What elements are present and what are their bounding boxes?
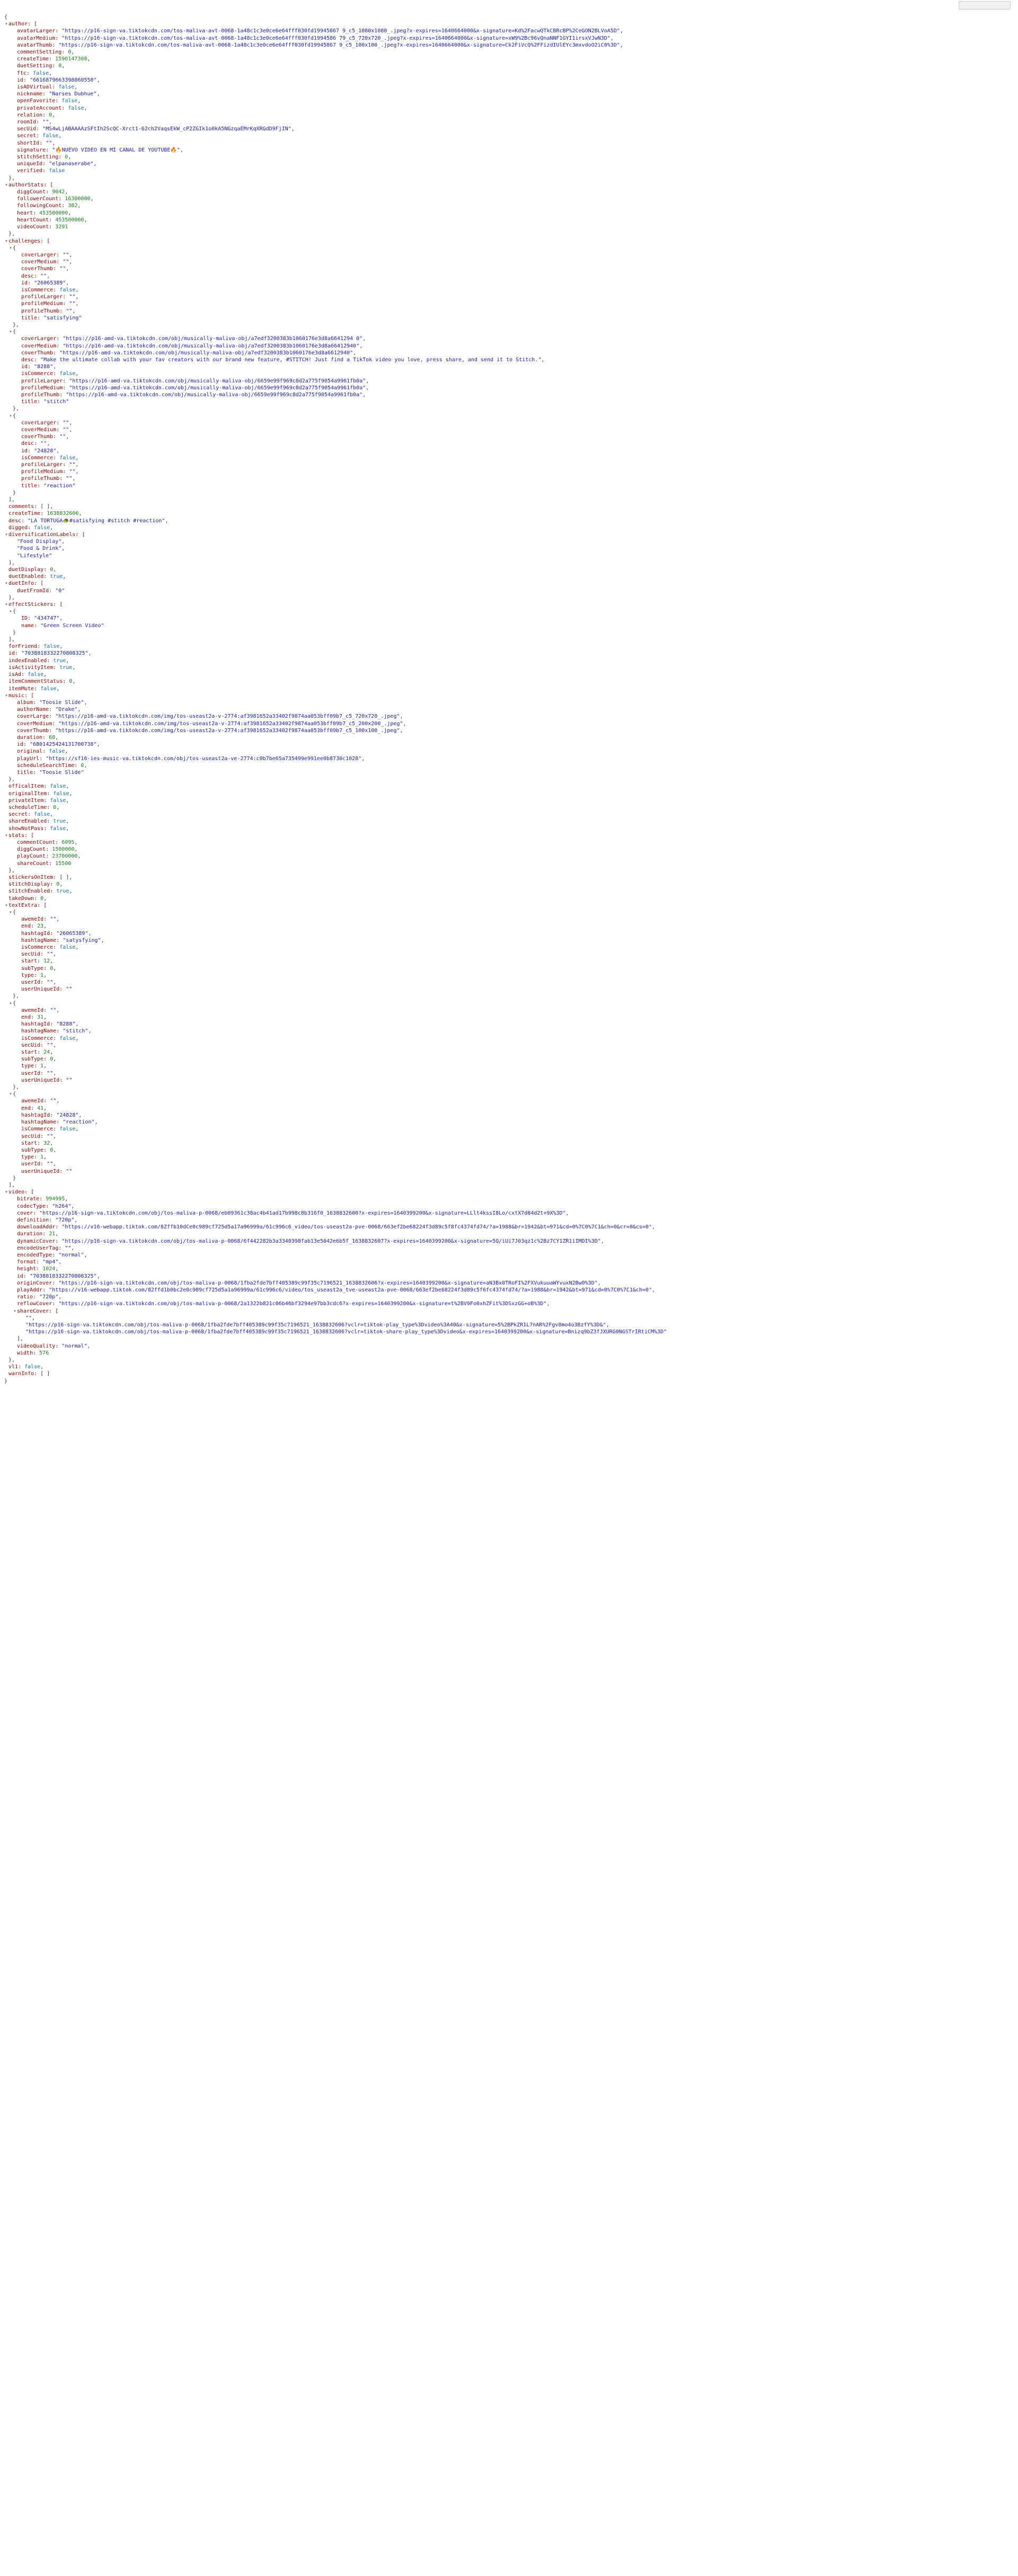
json-line: }, bbox=[13, 406, 20, 412]
disclosure-triangle-icon[interactable]: ▾ bbox=[4, 182, 8, 188]
json-line: diggCount: 1500000, bbox=[17, 846, 78, 853]
json-line: profileMedium: "https://p16-amd-va.tiktokcdn.com/obj/musically-maliva-obj/6659e99f969c8d2a775f9054a9961fb0a", bbox=[21, 385, 369, 391]
disclosure-triangle-icon[interactable]: ▾ bbox=[4, 602, 8, 608]
json-line: playUrl: "https://sf16-ies-music-va.tiktokcdn.com/obj/tos-useast2a-ve-2774:c0b7be65a735499e991ee0b8730c1028", bbox=[17, 755, 365, 762]
disclosure-triangle-icon[interactable]: ▾ bbox=[4, 902, 8, 908]
json-line: width: 576 bbox=[17, 1350, 49, 1356]
json-line: bitrate: 994995, bbox=[17, 1196, 68, 1202]
json-line: desc: "LA TORTUGA🐢#satisfying #stitch #reaction", bbox=[8, 518, 169, 524]
json-line: dynamicCover: "https://p16-sign-va.tiktokcdn.com/obj/tos-maliva-p-0068/6f442282b3a3340398fab13e5042e6b5f_1638832607?x-expires=1640399200&x-signature=5Q/iUi7J03qz1c%2Bz7CY1ZR1iIMDI%3D", bbox=[17, 1238, 604, 1244]
json-line: "Food Display", bbox=[17, 539, 65, 545]
disclosure-triangle-icon[interactable]: ▾ bbox=[8, 1091, 13, 1098]
viewer-toolbar bbox=[0, 0, 1018, 8]
disclosure-triangle-icon[interactable]: ▾ bbox=[8, 1000, 13, 1006]
json-line: id: "6801425424131700738", bbox=[17, 742, 100, 748]
json-line: uniqueId: "elpanaserabe", bbox=[17, 161, 97, 167]
disclosure-triangle-icon[interactable]: ▾ bbox=[8, 245, 13, 251]
json-line: coverMedium: "https://p16-amd-va.tiktokcdn.com/img/tos-useast2a-v-2774:af3981652a33402f9874aa053bff09b7_c5_200x200_.jpeg", bbox=[17, 720, 406, 727]
json-line: profileThumb: "", bbox=[21, 308, 76, 314]
json-line: }, bbox=[8, 231, 15, 237]
json-line: heartCount: 453500000, bbox=[17, 217, 87, 223]
json-line: start: 32, bbox=[21, 1140, 54, 1146]
json-line: indexEnabled: true, bbox=[8, 657, 69, 664]
json-line: isCommerce: false, bbox=[21, 1035, 79, 1041]
json-line: itemMute: false, bbox=[8, 685, 60, 692]
json-line: createTime: 1590147308, bbox=[17, 56, 91, 63]
json-line: title: "stitch" bbox=[21, 399, 69, 405]
json-line[interactable]: ▾{ bbox=[8, 329, 16, 335]
json-line: { bbox=[4, 14, 8, 20]
disclosure-triangle-icon[interactable]: ▾ bbox=[13, 1308, 17, 1314]
disclosure-triangle-icon[interactable]: ▾ bbox=[8, 413, 13, 419]
json-line: takeDown: 0, bbox=[8, 895, 47, 902]
json-line: profileMedium: "", bbox=[21, 301, 79, 307]
json-line: stitchSetting: 0, bbox=[17, 154, 72, 161]
disclosure-triangle-icon[interactable]: ▾ bbox=[4, 21, 8, 28]
json-line: original: false, bbox=[17, 748, 68, 755]
json-line: subType: 0, bbox=[21, 1147, 57, 1153]
json-line: originalItem: false, bbox=[8, 790, 73, 797]
json-line: hashtagId: "24828", bbox=[21, 1112, 82, 1118]
json-line: userUniqueId: "" bbox=[21, 1077, 73, 1083]
json-line: encodedType: "normal", bbox=[17, 1252, 87, 1258]
json-line: }, bbox=[8, 175, 15, 181]
json-line: commentCount: 6095, bbox=[17, 839, 78, 845]
json-line: coverMedium: "", bbox=[21, 426, 73, 433]
json-line: ], bbox=[8, 559, 15, 566]
json-line: vl1: false, bbox=[8, 1364, 44, 1370]
json-line[interactable]: ▾duetInfo: [ bbox=[4, 581, 44, 587]
json-line: format: "mp4", bbox=[17, 1259, 62, 1265]
json-line: isADVirtual: false, bbox=[17, 84, 78, 91]
json-line: secUid: "MS4wLjABAAAAzSFtIh2ScQC-Xrct1-62ch2VaqsEkW_cP2ZGIk1o0kA5NGzqaEMrKqXRGdD9FjIN", bbox=[17, 126, 295, 132]
json-line: profileThumb: "https://p16-amd-va.tiktokcdn.com/obj/musically-maliva-obj/6659e99f969c8d2a775f9054a9961fb0a", bbox=[21, 391, 366, 398]
disclosure-triangle-icon[interactable]: ▾ bbox=[8, 329, 13, 335]
json-line[interactable]: ▾music: [ bbox=[4, 692, 34, 699]
json-line: "Lifestyle" bbox=[17, 552, 52, 559]
json-line: awemeId: "", bbox=[21, 1098, 60, 1104]
json-line: openFavorite: false, bbox=[17, 98, 81, 104]
json-line: coverThumb: "", bbox=[21, 434, 69, 440]
toolbar-button[interactable] bbox=[959, 1, 1011, 10]
json-line: avatarThumb: "https://p16-sign-va.tiktokcdn.com/tos-maliva-avt-0068-1a48c1c3e0ce6e64fff030fd19945867 9_c5_100x100_.jpeg?x-expires=1640664000&x-signature=Ck2FiVcQ%2FFizdIUlEYc3mxvdoO2iC0%3D", bbox=[17, 42, 623, 48]
json-line[interactable]: ▾diversificationLabels: [ bbox=[4, 532, 85, 538]
json-line: heart: 453500000, bbox=[17, 210, 72, 216]
json-line: officalItem: false, bbox=[8, 783, 69, 790]
json-line: subType: 0, bbox=[21, 1056, 57, 1063]
json-line: "", bbox=[25, 1315, 36, 1321]
json-line: profileLarger: "", bbox=[21, 462, 79, 468]
json-line: isAd: false, bbox=[8, 672, 47, 678]
json-line: ID: "434747", bbox=[21, 616, 63, 622]
json-line: title: "Toosie Slide" bbox=[17, 769, 84, 776]
json-line: album: "Toosie Slide", bbox=[17, 699, 87, 706]
json-line: desc: "Make the ultimate collab with your fav creators with our brand new feature, #STITCH! Just find a TikTok video you love, press share, and send it to Stitch.", bbox=[21, 356, 545, 363]
json-line: coverLarge: "https://p16-amd-va.tiktokcdn.com/img/tos-useast2a-v-2774:af3981652a33402f9874aa053bff09b7_c5_720x720_.jpeg", bbox=[17, 714, 403, 720]
json-line: ], bbox=[8, 1182, 15, 1188]
json-line: id: "26065389", bbox=[21, 280, 69, 286]
json-line: stitchDisplay: 0, bbox=[8, 881, 63, 888]
json-line[interactable]: ▾{ bbox=[8, 413, 16, 419]
json-line: coverMedium: "", bbox=[21, 259, 73, 265]
json-line: avatarMedium: "https://p16-sign-va.tiktokcdn.com/tos-maliva-avt-0068-1a48c1c3e0ce6e64fff030fd1994586 79_c5_720x720_.jpeg?x-expires=1640664000&x-signature=xW9%2Bc96vQnaNNF1GYI1irsxVJwN3D", bbox=[17, 35, 614, 41]
json-line: roomId: "", bbox=[17, 119, 52, 126]
json-line: shareEnabled: true, bbox=[8, 818, 69, 825]
json-line: cover: "https://p16-sign-va.tiktokcdn.com/obj/tos-maliva-p-0068/eb09361c38ac4b41ad17b998c8b316f0_1638832600?x-expires=1640399200&x-signature=LLlt4kssI8Lo/cxtX7d84d2t+9X%3D", bbox=[17, 1210, 569, 1216]
json-line: isActivityItem: true, bbox=[8, 664, 76, 671]
json-line: stickersOnItem: [ ], bbox=[8, 874, 73, 880]
json-line: coverLarger: "", bbox=[21, 252, 73, 258]
json-line: secret: false, bbox=[8, 812, 54, 818]
json-line: ], bbox=[8, 637, 15, 643]
json-line: end: 23, bbox=[21, 923, 47, 930]
json-line: codecType: "h264", bbox=[17, 1203, 75, 1209]
json-line: isCommerce: false, bbox=[21, 1126, 79, 1133]
json-line: ], bbox=[17, 1336, 24, 1342]
disclosure-triangle-icon[interactable]: ▾ bbox=[4, 692, 8, 699]
json-line: scheduleSearchTime: 0, bbox=[17, 762, 87, 769]
json-line: }, bbox=[13, 322, 20, 328]
json-line: followingCount: 382, bbox=[17, 203, 81, 209]
json-line: verified: false bbox=[17, 168, 65, 174]
json-line: desc: "", bbox=[21, 273, 50, 279]
json-line: isCommerce: false, bbox=[21, 454, 79, 461]
json-line: title: "reaction" bbox=[21, 483, 76, 489]
json-line: shareCount: 15500 bbox=[17, 860, 72, 867]
json-line: forFriend: false, bbox=[8, 644, 63, 650]
json-line: showNotPass: false, bbox=[8, 825, 69, 832]
json-line: duetSetting: 0, bbox=[17, 63, 65, 69]
json-line: privateItem: false, bbox=[8, 797, 69, 804]
json-line[interactable]: ▾{ bbox=[8, 1091, 16, 1098]
json-line: end: 31, bbox=[21, 1014, 47, 1021]
json-line: id: "7038818332270808325", bbox=[17, 1273, 100, 1279]
json-line[interactable]: ▾challenges: [ bbox=[4, 238, 50, 244]
json-line: signature: "🔥NUEVO VIDEO EN MI CANAL DE YOUTUBE🔥", bbox=[17, 147, 183, 153]
json-line: id: "8288", bbox=[21, 364, 57, 370]
json-line: userUniqueId: "" bbox=[21, 986, 73, 993]
disclosure-triangle-icon[interactable]: ▾ bbox=[8, 910, 13, 915]
json-line: } bbox=[4, 1378, 8, 1384]
json-line: comments: [ ], bbox=[8, 504, 54, 510]
json-line: relation: 0, bbox=[17, 112, 56, 118]
json-line: diggCount: 9042, bbox=[17, 189, 68, 195]
json-line[interactable]: ▾stats: [ bbox=[4, 832, 34, 839]
json-line: itemCommentStatus: 0, bbox=[8, 679, 76, 685]
json-line: type: 1, bbox=[21, 1063, 47, 1069]
json-line: "https://p16-sign-va.tiktokcdn.com/obj/tos-maliva-p-0068/1fba2fde7bff405389c99f35c7196521_1638832606?vclr=tiktok-share-play_type%3Dvideo&x-expires=1640399200&x-signature=Bnizq9bZ3fJXURG0NGSTrIRtiCM%3D" bbox=[25, 1329, 667, 1335]
json-line: }, bbox=[8, 867, 15, 873]
json-line: reflowCover: "https://p16-sign-va.tiktokcdn.com/obj/tos-maliva-p-0068/2a1322b821c06b46bf3294e97bb3cdc6?x-expires=1640399200&x-signature=t%2BV9Fo0xhZFit%3DSxzGG+oB%3D", bbox=[17, 1301, 550, 1307]
json-line[interactable]: ▾authorStats: [ bbox=[4, 182, 54, 188]
json-line: profileThumb: "", bbox=[21, 476, 76, 482]
json-line: }, bbox=[8, 777, 15, 783]
json-line: secUid: "", bbox=[21, 951, 57, 958]
json-line: coverThumb: "https://p16-amd-va.tiktokcdn.com/img/tos-useast2a-v-2774:af3981652a33402f9874aa053bff09b7_c5_100x100_.jpeg", bbox=[17, 727, 403, 734]
json-line: } bbox=[13, 1175, 16, 1181]
json-line: id: "6616879663398860550", bbox=[17, 77, 100, 83]
json-line: duration: 60, bbox=[17, 734, 59, 741]
json-line: ftc: false, bbox=[17, 70, 52, 76]
json-line: start: 24, bbox=[21, 1049, 54, 1056]
json-line: duration: 21, bbox=[17, 1231, 59, 1237]
json-line: stitchEnabled: true, bbox=[8, 888, 73, 895]
json-line: start: 12, bbox=[21, 958, 54, 965]
json-line: shortId: "", bbox=[17, 140, 56, 146]
json-line: createTime: 1638832606, bbox=[8, 511, 82, 517]
json-line: height: 1024, bbox=[17, 1266, 59, 1272]
json-line: isCommerce: false, bbox=[21, 371, 79, 377]
disclosure-triangle-icon[interactable]: ▾ bbox=[4, 581, 8, 587]
json-line: coverLarger: "", bbox=[21, 420, 73, 426]
json-line: coverThumb: "https://p16-amd-va.tiktokcdn.com/obj/musically-maliva-obj/a7edf3200383b1060176e3d8a6612940", bbox=[21, 350, 357, 356]
json-line: privateAccount: false, bbox=[17, 105, 87, 111]
json-line: scheduleTime: 0, bbox=[8, 804, 60, 810]
disclosure-triangle-icon[interactable]: ▾ bbox=[4, 832, 8, 839]
disclosure-triangle-icon[interactable]: ▾ bbox=[8, 609, 13, 615]
json-line: warnInfo: [ ] bbox=[8, 1371, 50, 1377]
json-line[interactable]: ▾{ bbox=[8, 609, 16, 615]
json-line[interactable]: ▾author: [ bbox=[4, 21, 38, 28]
json-tree-viewer bbox=[0, 8, 1018, 1401]
json-line: ], bbox=[8, 497, 15, 503]
json-line[interactable]: ▾shareCover: [ bbox=[13, 1308, 59, 1314]
json-line: end: 41, bbox=[21, 1105, 47, 1111]
json-line: awemeId: "", bbox=[21, 1007, 60, 1013]
disclosure-triangle-icon[interactable]: ▾ bbox=[4, 1189, 8, 1196]
json-line: definition: "720p", bbox=[17, 1217, 78, 1223]
json-line: playAddr: "https://v16-webapp.tiktok.com/82ffd1b0bc2e0c989cf725d5a1a96999a/61c996c6/video/tos_useast2a_tve-useast2a-pve-0068/663ef2be68224f3d89c5f6fc4374fd74/?a=1988&br=1942&bt=971&cd=0%7C0%7C1&ch=0", bbox=[17, 1287, 656, 1293]
json-line: }, bbox=[13, 993, 20, 1000]
json-line[interactable]: ▾{ bbox=[8, 910, 16, 915]
json-line: secret: false, bbox=[17, 133, 62, 139]
json-line: coverLarger: "https://p16-amd-va.tiktokcdn.com/obj/musically-maliva-obj/a7edf3200383b1060176e3d8a6641294 0", bbox=[21, 336, 366, 342]
json-line: profileMedium: "", bbox=[21, 469, 79, 475]
disclosure-triangle-icon[interactable]: ▾ bbox=[4, 532, 8, 538]
json-line: authorName: "Drake", bbox=[17, 707, 81, 713]
json-line[interactable]: ▾{ bbox=[8, 1000, 16, 1006]
json-line: profileLarger: "https://p16-amd-va.tiktokcdn.com/obj/musically-maliva-obj/6659e99f969c8d2a775f9054a9961fb0a", bbox=[21, 378, 369, 384]
json-line: videoCount: 3291 bbox=[17, 224, 68, 230]
json-line: "Food & Drink", bbox=[17, 546, 65, 552]
json-line: desc: "", bbox=[21, 441, 50, 447]
json-line: hashtagName: "stitch", bbox=[21, 1028, 92, 1035]
json-line: }, bbox=[8, 1357, 15, 1363]
json-line: } bbox=[13, 489, 16, 496]
json-line[interactable]: ▾video: [ bbox=[4, 1189, 34, 1196]
json-line: userUniqueId: "" bbox=[21, 1168, 73, 1174]
json-line: commentSetting: 0, bbox=[17, 49, 75, 56]
json-line: videoQuality: "normal", bbox=[17, 1343, 91, 1349]
json-line: originCover: "https://p16-sign-va.tiktokcdn.com/obj/tos-maliva-p-0068/1fba2fde7bff405389c99f35c7196521_1638832606?x-expires=1640399200&x-signature=aN3Bx0TRoFI%2FXVukuuaWYvuxN2Bw0%3D", bbox=[17, 1280, 601, 1286]
json-line: digged: false, bbox=[8, 524, 54, 531]
json-line: "https://p16-sign-va.tiktokcdn.com/obj/tos-maliva-p-0068/1fba2fde7bff405389c99f35c7196521_1638832606?vclr=tiktok-play_type%3Dvideo%3A40&x-signature=5%2BPkZR1L7nAR%2Fgv8mo4o3BzfY%3D&", bbox=[25, 1322, 609, 1328]
json-line: followerCount: 16300000, bbox=[17, 196, 94, 202]
json-line: id: "24828", bbox=[21, 448, 60, 454]
json-line: encodeUserTag: "", bbox=[17, 1245, 75, 1251]
json-line: } bbox=[13, 629, 16, 636]
json-line: hashtagName: "reaction", bbox=[21, 1119, 98, 1126]
json-line: userId: "", bbox=[21, 979, 57, 986]
json-line: userId: "", bbox=[21, 1070, 57, 1076]
json-line: type: 1, bbox=[21, 972, 47, 978]
disclosure-triangle-icon[interactable]: ▾ bbox=[4, 238, 8, 244]
json-line: type: 1, bbox=[21, 1154, 47, 1161]
json-line: name: "Green Screen Video" bbox=[21, 622, 104, 629]
json-line: hashtagName: "satysfying", bbox=[21, 937, 104, 943]
json-line: duetFromId: "0" bbox=[17, 587, 65, 594]
json-line: playCount: 23700000, bbox=[17, 853, 81, 860]
json-line: userId: "", bbox=[21, 1161, 57, 1167]
json-line: nickname: "Narses Dubhue", bbox=[17, 91, 100, 97]
json-line: coverThumb: "", bbox=[21, 266, 69, 272]
json-line[interactable]: ▾{ bbox=[8, 245, 16, 251]
json-line: awemeId: "", bbox=[21, 916, 60, 923]
json-line[interactable]: ▾textExtra: [ bbox=[4, 902, 47, 908]
json-line: duetDisplay: 0, bbox=[8, 567, 57, 573]
json-line: ratio: "720p", bbox=[17, 1294, 62, 1300]
json-line: isCommerce: false, bbox=[21, 944, 79, 951]
json-line: isCommerce: false, bbox=[21, 287, 79, 293]
json-line: secUid: "", bbox=[21, 1133, 57, 1139]
json-line[interactable]: ▾effectStickers: [ bbox=[4, 602, 63, 608]
json-line: secUid: "", bbox=[21, 1042, 57, 1048]
json-line: }, bbox=[13, 1084, 20, 1091]
json-line: profileLarger: "", bbox=[21, 294, 79, 300]
json-line: id: "7038818332270808325", bbox=[8, 650, 92, 657]
json-line: downloadAddr: "https://v16-webapp.tiktok.com/8Zffb10dCe0c989cf725d5a17a96999a/61c996c6_video/tos-useast2a-pve-0068/663ef2be68224f3d89c5f8fc4374fd74/?a=1988&br=1942&bt=971&cd=0%7C0%7C1&ch=0&cr=0&cs=0", bbox=[17, 1224, 656, 1231]
json-line: coverMedium: "https://p16-amd-va.tiktokcdn.com/obj/musically-maliva-obj/a7edf3200383b1060176e3d8a66412940", bbox=[21, 343, 363, 349]
json-line: hashtagId: "26065389", bbox=[21, 930, 92, 937]
json-line: title: "satisfying" bbox=[21, 315, 82, 321]
json-line: hashtagId: "8288", bbox=[21, 1021, 79, 1028]
json-line: subType: 0, bbox=[21, 965, 57, 971]
json-line: avatarLarger: "https://p16-sign-va.tiktokcdn.com/tos-maliva-avt-0068-1a48c1c3e0ce6e64fff030fd19945867 9_c5_1080x1080_.jpeg?x-expires=1640664000&x-signature=Kd%2FacwQTkCBRcBP%2CeGON2BLVoA5D", bbox=[17, 28, 623, 34]
json-line: duetEnabled: true, bbox=[8, 574, 66, 580]
json-line: }, bbox=[8, 594, 15, 601]
